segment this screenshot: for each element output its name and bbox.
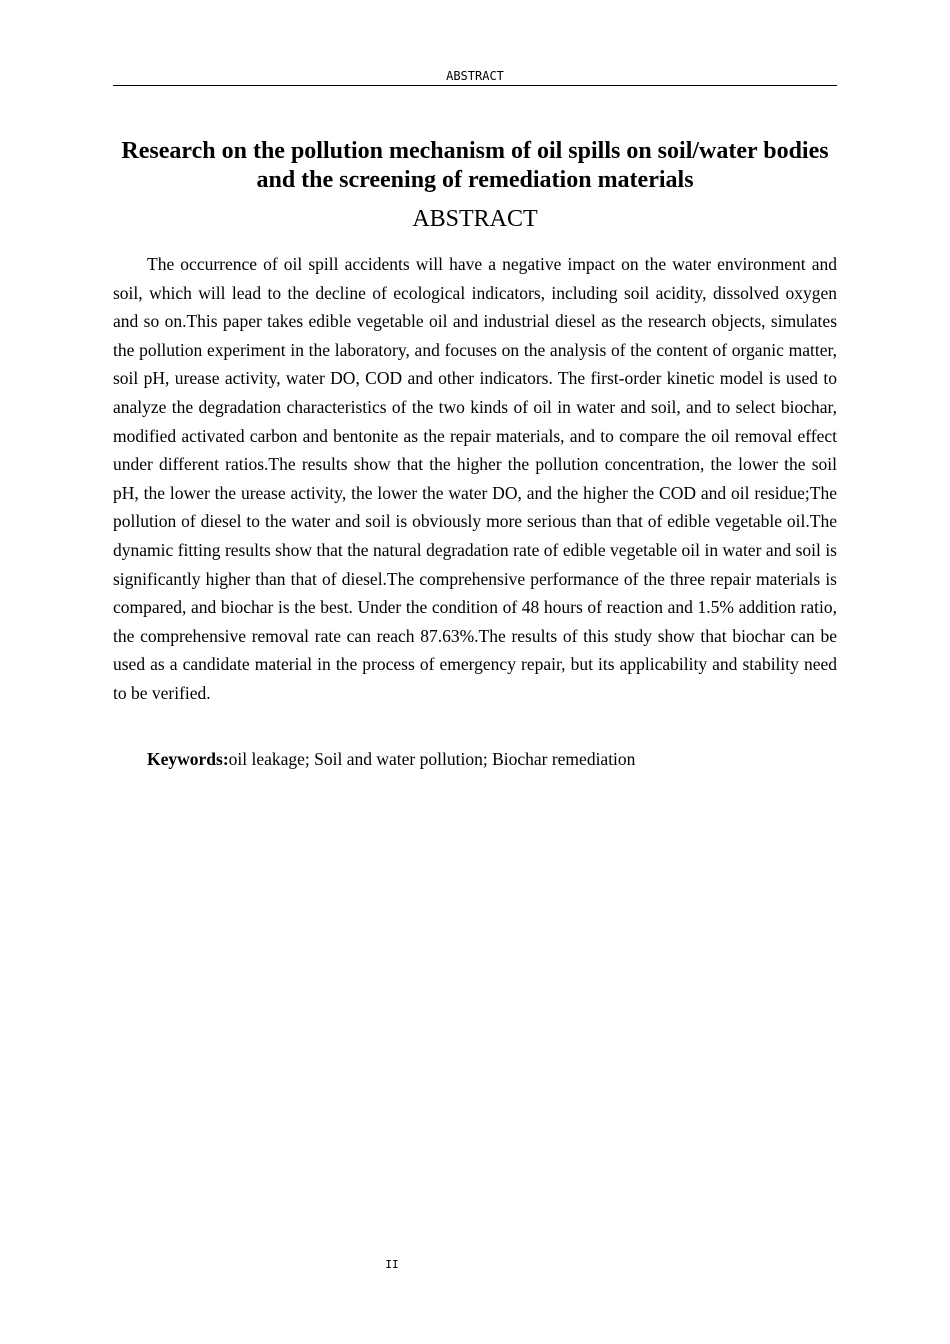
abstract-heading: ABSTRACT: [412, 206, 538, 232]
keywords-text: oil leakage; Soil and water pollution; Biochar remediation: [228, 749, 636, 769]
paper-title: Research on the pollution mechanism of oil spills on soil/water bodies and the screening of remediation materials: [121, 138, 829, 193]
abstract-paragraph: The occurrence of oil spill accidents will have a negative impact on the water environment and soil, which will lead to the decline of ecological indicators, including soil acidity, dissolved oxygen and so on.This paper takes edible vegetable oil and industrial diesel as the research objects, simulates the pollution experiment in the laboratory, and focuses on the analysis of the content of organic matter, soil pH, urease activity, water DO, COD and other indicators. The first-order kinetic model is used to analyze the degradation characteristics of the two kinds of oil in water and soil, and to select biochar, modified activated carbon and bentonite as the repair materials, and to compare the oil removal effect under different ratios.The results show that the higher the pollution concentration, the lower the soil pH, the lower the urease activity, the lower the water DO, and the higher the COD and oil residue;The pollution of diesel to the water and soil is obviously more serious than that of edible vegetable oil.The dynamic fitting results show that the natural degradation rate of edible vegetable oil in water and soil is significantly higher than that of diesel.The comprehensive performance of the three repair materials is compared, and biochar is the best. Under the condition of 48 hours of reaction and 1.5% addition ratio, the comprehensive removal rate can reach 87.63%.The results of this study show that biochar can be used as a candidate material in the process of emergency repair, but its applicability and stability need to be verified.: [113, 254, 837, 703]
running-header: ABSTRACT: [113, 68, 837, 86]
keywords-line: [113, 745, 837, 773]
page-number: II: [385, 1258, 399, 1271]
keywords-label: Keywords:: [147, 749, 229, 769]
